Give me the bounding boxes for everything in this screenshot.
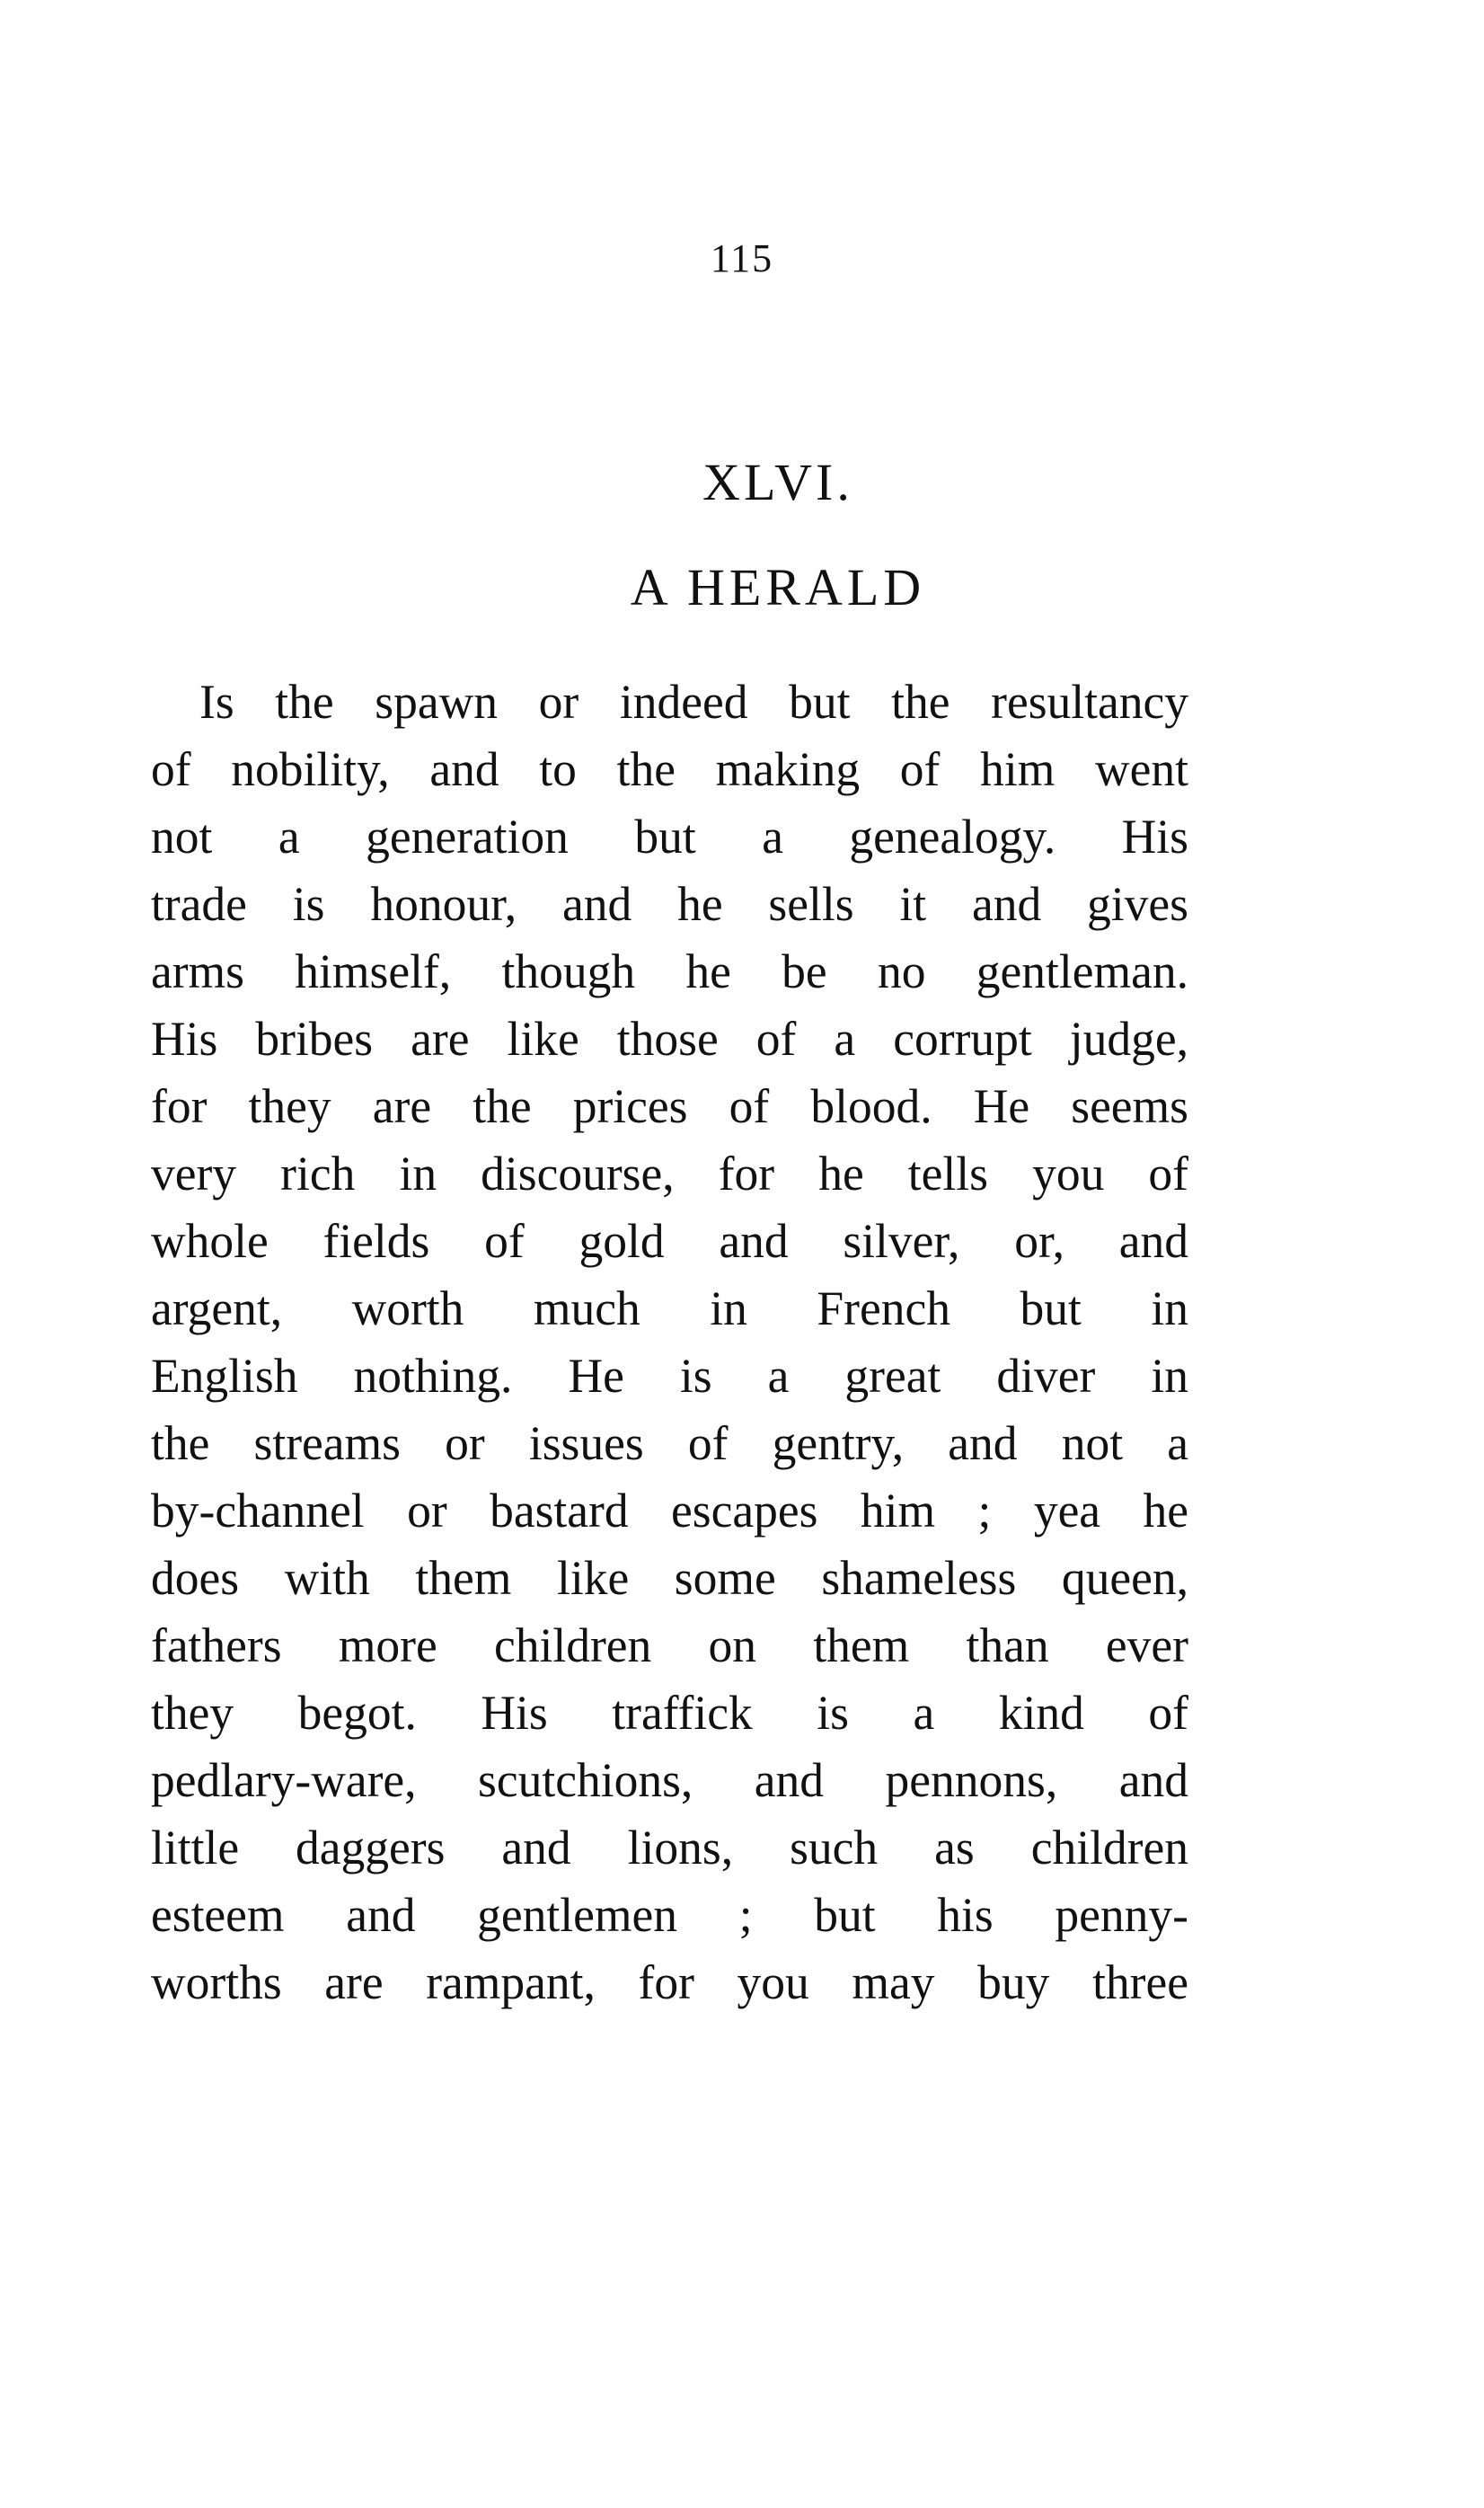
text-line: esteem and gentlemen ; but his penny-: [151, 1888, 1188, 1942]
text-line: the streams or issues of gentry, and not a: [151, 1416, 1188, 1470]
chapter-numeral: XLVI.: [702, 453, 853, 511]
text-line: arms himself, though he be no gentleman.: [151, 944, 1188, 998]
text-line: trade is honour, and he sells it and gives: [151, 877, 1188, 931]
text-line: does with them like some shameless queen,: [151, 1551, 1188, 1605]
text-line: very rich in discourse, for he tells you of: [151, 1147, 1188, 1201]
text-line: by-channel or bastard escapes him ; yea he: [151, 1484, 1188, 1538]
text-line: they begot. His traffick is a kind of: [151, 1686, 1188, 1740]
text-line: of nobility, and to the making of him went: [151, 742, 1188, 796]
text-line: worths are rampant, for you may buy three: [151, 1955, 1188, 2009]
text-line: argent, worth much in French but in: [151, 1281, 1188, 1335]
page-number: 115: [710, 236, 774, 280]
text-line: English nothing. He is a great diver in: [151, 1349, 1188, 1403]
text-line: fathers more children on them than ever: [151, 1618, 1188, 1672]
text-line: whole fields of gold and silver, or, and: [151, 1214, 1188, 1268]
body-text: [151, 669, 1188, 2016]
text-line: not a generation but a genealogy. His: [151, 810, 1188, 864]
chapter-title: A HERALD: [630, 558, 926, 616]
text-line: Is the spawn or indeed but the resultancy: [199, 675, 1188, 729]
text-line: His bribes are like those of a corrupt judge,: [151, 1012, 1188, 1066]
text-line: little daggers and lions, such as children: [151, 1821, 1188, 1874]
text-line: pedlary-ware, scutchions, and pennons, and: [151, 1753, 1188, 1807]
text-line: for they are the prices of blood. He seems: [151, 1079, 1188, 1133]
